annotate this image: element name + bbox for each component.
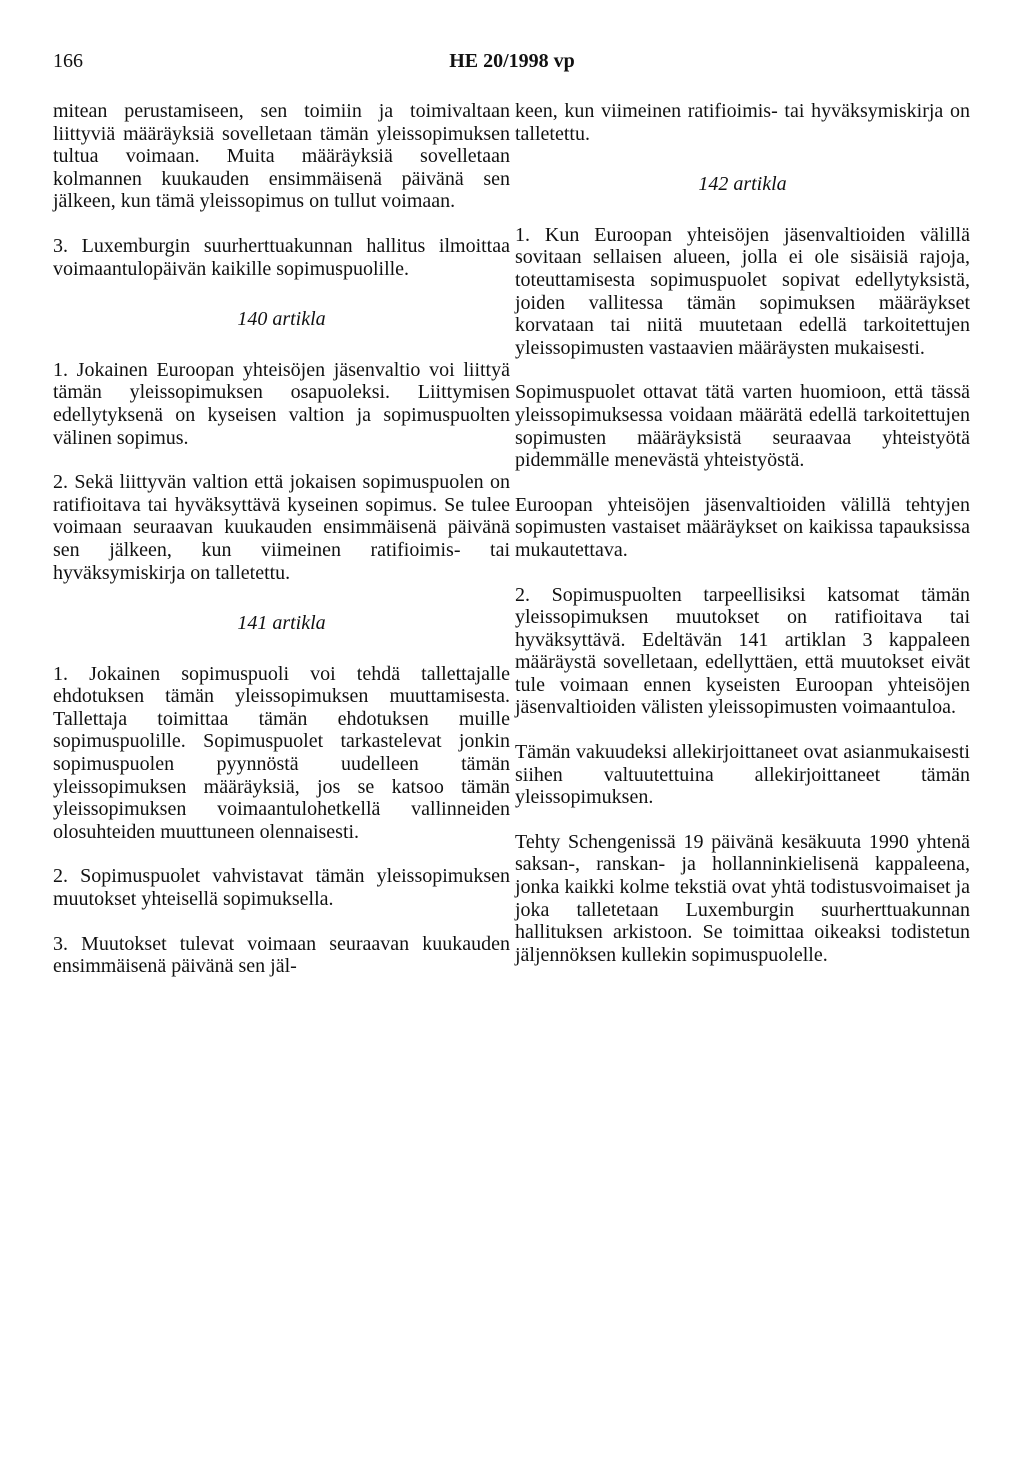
paragraph: 2. Sekä liittyvän valtion että jokaisen sopimuspuolen on ratifioitava tai hyväksyttävä kyseinen sopimus. Se tulee voimaan seuraavan kuukauden ensimmäisenä päivänä sen jälkeen, kun viimeinen ratifioimis- tai hyväksymiskirja on talletettu. xyxy=(53,471,510,584)
document-id: HE 20/1998 vp xyxy=(449,50,575,72)
page-number: 166 xyxy=(53,50,83,72)
article-heading-141: 141 artikla xyxy=(237,612,326,635)
paragraph: 1. Jokainen sopimuspuoli voi tehdä tallettajalle ehdotuksen tämän yleissopimuksen muuttamisesta. Tallettaja toimittaa tämän ehdotuksen muille sopimuspuolille. Sopimuspuolet tarkastelevat jonkin sopimuspuolen pyynnöstä uudelleen tämän yleissopimuksen määräyksiä, jos se katsoo tämän yleissopimuksen voimaantulohetkellä vallinneiden olosuhteiden muuttuneen olennaisesti. xyxy=(53,662,510,843)
paragraph: Tehty Schengenissä 19 päivänä kesäkuuta 1990 yhtenä saksan-, ranskan- ja hollanninkielisenä kappaleena, jonka kaikki kolme tekstiä ovat yhtä todistusvoimaiset ja joka talletetaan Luxemburgin suurherttuakunnan hallituksen arkistoon. Se toimittaa oikeaksi todistetun jäljennöksen kullekin sopimuspuolelle. xyxy=(515,830,970,966)
article-heading-142: 142 artikla xyxy=(698,173,787,196)
paragraph: mitean perustamiseen, sen toimiin ja toimivaltaan liittyviä määräyksiä sovelletaan tämän yleissopimuksen tultua voimaan. Muita määräyksiä sovelletaan kolmannen kuukauden ensimmäisenä päivänä sen jälkeen, kun tämä yleissopimus on tullut voimaan. xyxy=(53,100,510,213)
paragraph: 2. Sopimuspuolet vahvistavat tämän yleissopimuksen muutokset yhteisellä sopimuksella. xyxy=(53,865,510,911)
paragraph: 1. Kun Euroopan yhteisöjen jäsenvaltioiden välillä sovitaan sellaisen alueen, jolla ei ole sisäisiä rajoja, toteuttamisesta sopimuspuolet sopivat edellytyksistä, joiden vallitessa tämän sopimuksen määräykset korvataan tai niitä muutetaan edellä tarkoitettujen yleissopimusten vastaavien määräysten mukaisesti. xyxy=(515,223,970,359)
paragraph: 2. Sopimuspuolten tarpeellisiksi katsomat tämän yleissopimuksen muutokset on ratifioitava tai hyväksyttävä. Edeltävän 141 artiklan 3 kappaleen määräystä sovelletaan, edellyttäen, että muutokset eivät tule voimaan ennen kyseisten Euroopan yhteisöjen jäsenvaltioiden välisten yleissopimusten voimaantuloa. xyxy=(515,583,970,719)
article-heading-140: 140 artikla xyxy=(237,308,326,331)
page-header xyxy=(0,50,1024,80)
right-column xyxy=(515,100,970,988)
paragraph: Sopimuspuolet ottavat tätä varten huomioon, että tässä yleissopimuksessa voidaan määrätä edellä tarkoitettujen sopimusten määräyksistä seuraavaa yhteistyötä pidemmälle menevästä yhteistyöstä. xyxy=(515,381,970,472)
left-column xyxy=(53,100,510,1000)
paragraph: Tämän vakuudeksi allekirjoittaneet ovat asianmukaisesti siihen valtuutettuina allekirjoittaneet tämän yleissopimuksen. xyxy=(515,741,970,809)
paragraph: 3. Luxemburgin suurherttuakunnan hallitus ilmoittaa voimaantulopäivän kaikille sopimuspuolille. xyxy=(53,234,510,280)
paragraph: 3. Muutokset tulevat voimaan seuraavan kuukauden ensimmäisenä päivänä sen jäl- xyxy=(53,932,510,978)
paragraph: Euroopan yhteisöjen jäsenvaltioiden välillä tehtyjen sopimusten vastaiset määräykset on kaikissa tapauksissa mukautettava. xyxy=(515,493,970,561)
paragraph: keen, kun viimeinen ratifioimis- tai hyväksymiskirja on talletettu. xyxy=(515,100,970,145)
paragraph: 1. Jokainen Euroopan yhteisöjen jäsenvaltio voi liittyä tämän yleissopimuksen osapuoleksi. Liittymisen edellytyksenä on kyseisen valtion ja sopimuspuolten välinen sopimus. xyxy=(53,358,510,449)
